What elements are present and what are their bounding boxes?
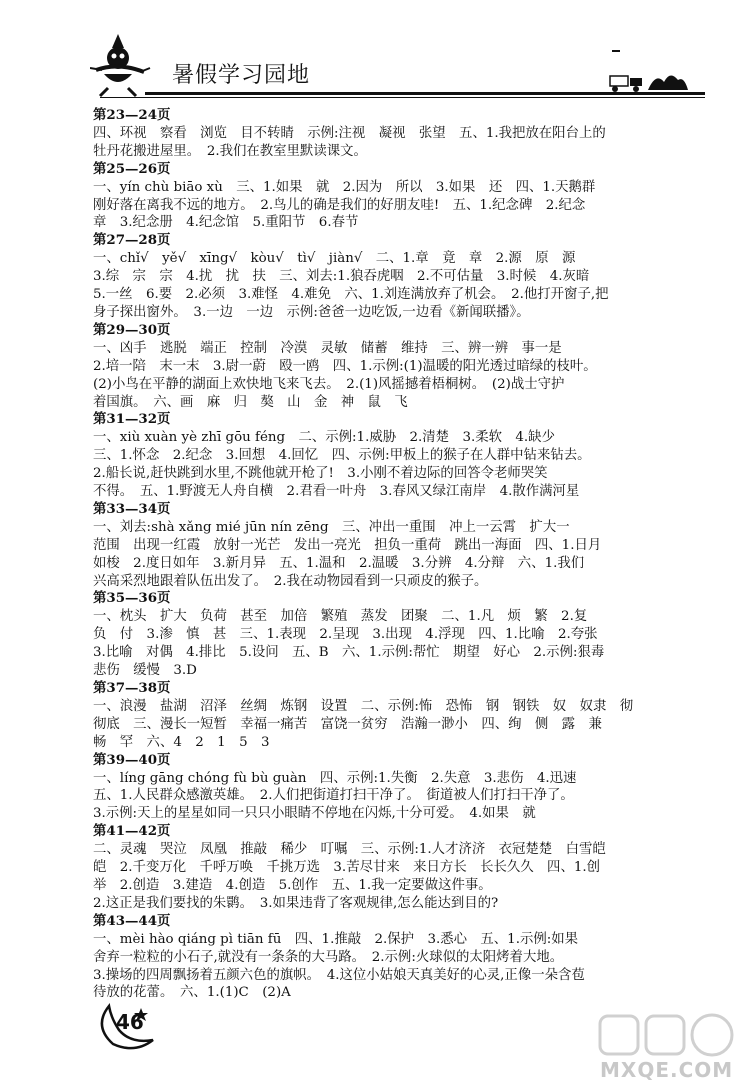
answer-content <box>93 107 668 1002</box>
section-title: 第23—24页 <box>93 107 171 123</box>
answer-line: 三、1.怀念 2.纪念 3.回想 4.回忆 四、示例:甲板上的猴子在人群中钻来钻去。 <box>93 448 591 464</box>
section-title: 第33—34页 <box>93 500 171 517</box>
answer-line: 着国旗。 六、画 麻 归 獒 山 金 神 鼠 飞 <box>93 394 408 410</box>
answer-section <box>93 107 668 161</box>
answer-line: 舍弃一粒粒的小石子,就没有一条条的大马路。 2.示例:火球似的太阳烤着大地。 <box>93 949 564 965</box>
answer-line: 彻底 三、漫长一短暂 幸福一痛苦 富饶一贫穷 浩瀚一渺小 四、绚 侧 露 兼 <box>93 716 602 732</box>
header-rule-thin <box>100 97 705 98</box>
answer-line: 负 付 3.渗 慎 甚 三、1.表现 2.呈现 3.出现 4.浮现 四、1.比喻 2.夸张 <box>93 627 598 643</box>
answer-line: 四、环视 察看 浏览 目不转睛 示例:注视 凝视 张望 五、1.我把放在阳台上的 <box>93 125 606 141</box>
answer-line: 3.比喻 对偶 4.排比 5.设问 五、B 六、1.示例:帮忙 期望 好心 2.示例:狠毒 <box>93 645 605 661</box>
answer-line: 畅 罕 六、4 2 1 5 3 <box>93 734 270 750</box>
answer-section <box>93 680 668 752</box>
answer-line: 3.示例:天上的星星如同一只只小眼睛不停地在闪烁,十分可爱。 4.如果 就 <box>93 806 536 822</box>
answer-line: 章 3.纪念册 4.纪念馆 5.重阳节 6.春节 <box>93 215 359 231</box>
answer-line: 兴高采烈地跟着队伍出发了。 2.我在动物园看到一只顽皮的猴子。 <box>93 573 488 589</box>
answer-line: 2.船长说,赶快跳到水里,不跳他就开枪了! 3.小刚不着边际的回答令老师哭笑 <box>93 466 548 482</box>
answer-section <box>93 161 668 233</box>
page-title: 暑假学习园地 <box>172 63 311 88</box>
watermark-text: MXQE.COM <box>600 1058 734 1082</box>
answer-line: 举 2.创造 3.建造 4.创造 5.创作 五、1.我一定要做这件事。 <box>93 877 492 893</box>
answer-line: 3.综 宗 宗 4.扰 扰 扶 三、刘去:1.狼吞虎咽 2.不可估量 3.时候 4.灰暗 <box>93 269 590 285</box>
answer-line: 待放的花蕾。 六、1.(1)C (2)A <box>93 985 291 1001</box>
answer-line: 牡丹花搬进屋里。 2.我们在教室里默读课文。 <box>93 143 367 159</box>
section-title: 第39—40页 <box>93 751 171 768</box>
answer-line: 一、mèi hào qiáng pì tiān fū 四、1.推敲 2.保护 3.悉心 五、1.示例:如果 <box>93 931 579 947</box>
answer-line: 皑 2.千变万化 千呼万唤 千挑万选 3.苦尽甘来 来日方长 长长久久 四、1.创 <box>93 860 600 876</box>
section-title: 第37—38页 <box>93 680 171 696</box>
page-header <box>0 0 750 110</box>
answer-line: 一、枕头 扩大 负荷 甚至 加倍 繁殖 蒸发 团聚 二、1.凡 烦 繁 2.复 <box>93 609 588 625</box>
answer-line: 一、刘去:shà xǎng mié jūn nín zēng 三、冲出一重围 冲上一云霄 扩大一 <box>93 519 570 535</box>
section-title: 第43—44页 <box>93 912 171 929</box>
answer-line: 悲伤 缓慢 3.D <box>93 663 197 679</box>
answer-line: (2)小鸟在平静的湖面上欢快地飞来飞去。 2.(1)风摇撼着梧桐树。 (2)战士守护 <box>93 376 565 392</box>
section-title: 第27—28页 <box>93 232 171 249</box>
watermark-logo-icon <box>596 1010 736 1060</box>
answer-section <box>93 411 668 501</box>
header-dash <box>612 50 620 52</box>
answer-section <box>93 590 668 680</box>
answer-section <box>93 232 668 322</box>
answer-line: 如梭 2.度日如年 3.新月异 五、1.温和 2.温暖 3.分辨 4.分辩 六、1.我们 <box>93 555 585 571</box>
answer-line: 一、xiù xuàn yè zhī gōu féng 二、示例:1.威胁 2.清楚 3.柔软 4.缺少 <box>93 430 555 446</box>
answer-line: 2.这正是我们要找的朱鹮。 3.如果违背了客观规律,怎么能达到目的? <box>93 895 499 911</box>
answer-line: 一、yín chù biāo xù 三、1.如果 就 2.因为 所以 3.如果 还 四、1.天鹅群 <box>93 179 596 195</box>
answer-section <box>93 752 668 824</box>
answer-section <box>93 913 668 1003</box>
answer-line: 一、líng gāng chóng fù bù guàn 四、示例:1.失衡 2.失意 3.悲伤 4.迅速 <box>93 770 577 786</box>
answer-line: 身子探出窗外。 3.一边 一边 示例:爸爸一边吃饭,一边看《新闻联播》。 <box>93 304 530 320</box>
answer-line: 范围 出现一红霞 放射一光芒 发出一亮光 担负一重荷 跳出一海面 四、1.日月 <box>93 537 602 553</box>
header-rule <box>145 92 705 95</box>
section-title: 第31—32页 <box>93 411 171 428</box>
answer-line: 一、chǐ√ yě√ xīng√ kòu√ tì√ jiàn√ 二、1.章 竟 章 2.源 原 源 <box>93 251 576 267</box>
answer-line: 不得。 五、1.野渡无人舟自横 2.君看一叶舟 3.春风又绿江南岸 4.散作满河星 <box>93 484 580 500</box>
answer-section <box>93 322 668 412</box>
answer-line: 5.一丝 6.要 2.必须 3.难怪 4.难免 六、1.刘连满放弃了机会。 2.他打开窗子,把 <box>93 287 609 303</box>
answer-line: 刚好落在离我不远的地方。 2.鸟儿的确是我们的好朋友哇! 五、1.纪念碑 2.纪念 <box>93 197 586 213</box>
answer-line: 二、灵魂 哭泣 凤凰 推敲 稀少 叮嘱 三、示例:1.人才济济 衣冠楚楚 白雪皑 <box>93 842 606 858</box>
answer-line: 一、凶手 逃脱 端正 控制 冷漠 灵敏 储蓄 维持 三、辨一辨 事一是 <box>93 340 562 356</box>
answer-line: 3.操场的四周飘扬着五颜六色的旗帜。 4.这位小姑娘天真美好的心灵,正像一朵含苞 <box>93 967 585 983</box>
section-title: 第35—36页 <box>93 590 171 607</box>
answer-section <box>93 501 668 591</box>
answer-line: 2.培一陪 末一末 3.尉一蔚 殴一鸥 四、1.示例:(1)温暖的阳光透过暗绿的枝叶。 <box>93 358 597 374</box>
answer-line: 一、浪漫 盐湖 沼泽 丝绸 炼钢 设置 二、示例:怖 恐怖 钢 钢铁 奴 奴隶 彻 <box>93 698 634 714</box>
mascot-icon <box>90 30 170 100</box>
section-title: 第29—30页 <box>93 321 171 338</box>
section-title: 第25—26页 <box>93 160 171 177</box>
section-title: 第41—42页 <box>93 823 171 840</box>
answer-section <box>93 823 668 913</box>
page-number: 46 <box>116 1010 144 1034</box>
answer-line: 五、1.人民群众感激英雄。 2.人们把街道打扫干净了。 街道被人们打扫干净了。 <box>93 788 574 804</box>
